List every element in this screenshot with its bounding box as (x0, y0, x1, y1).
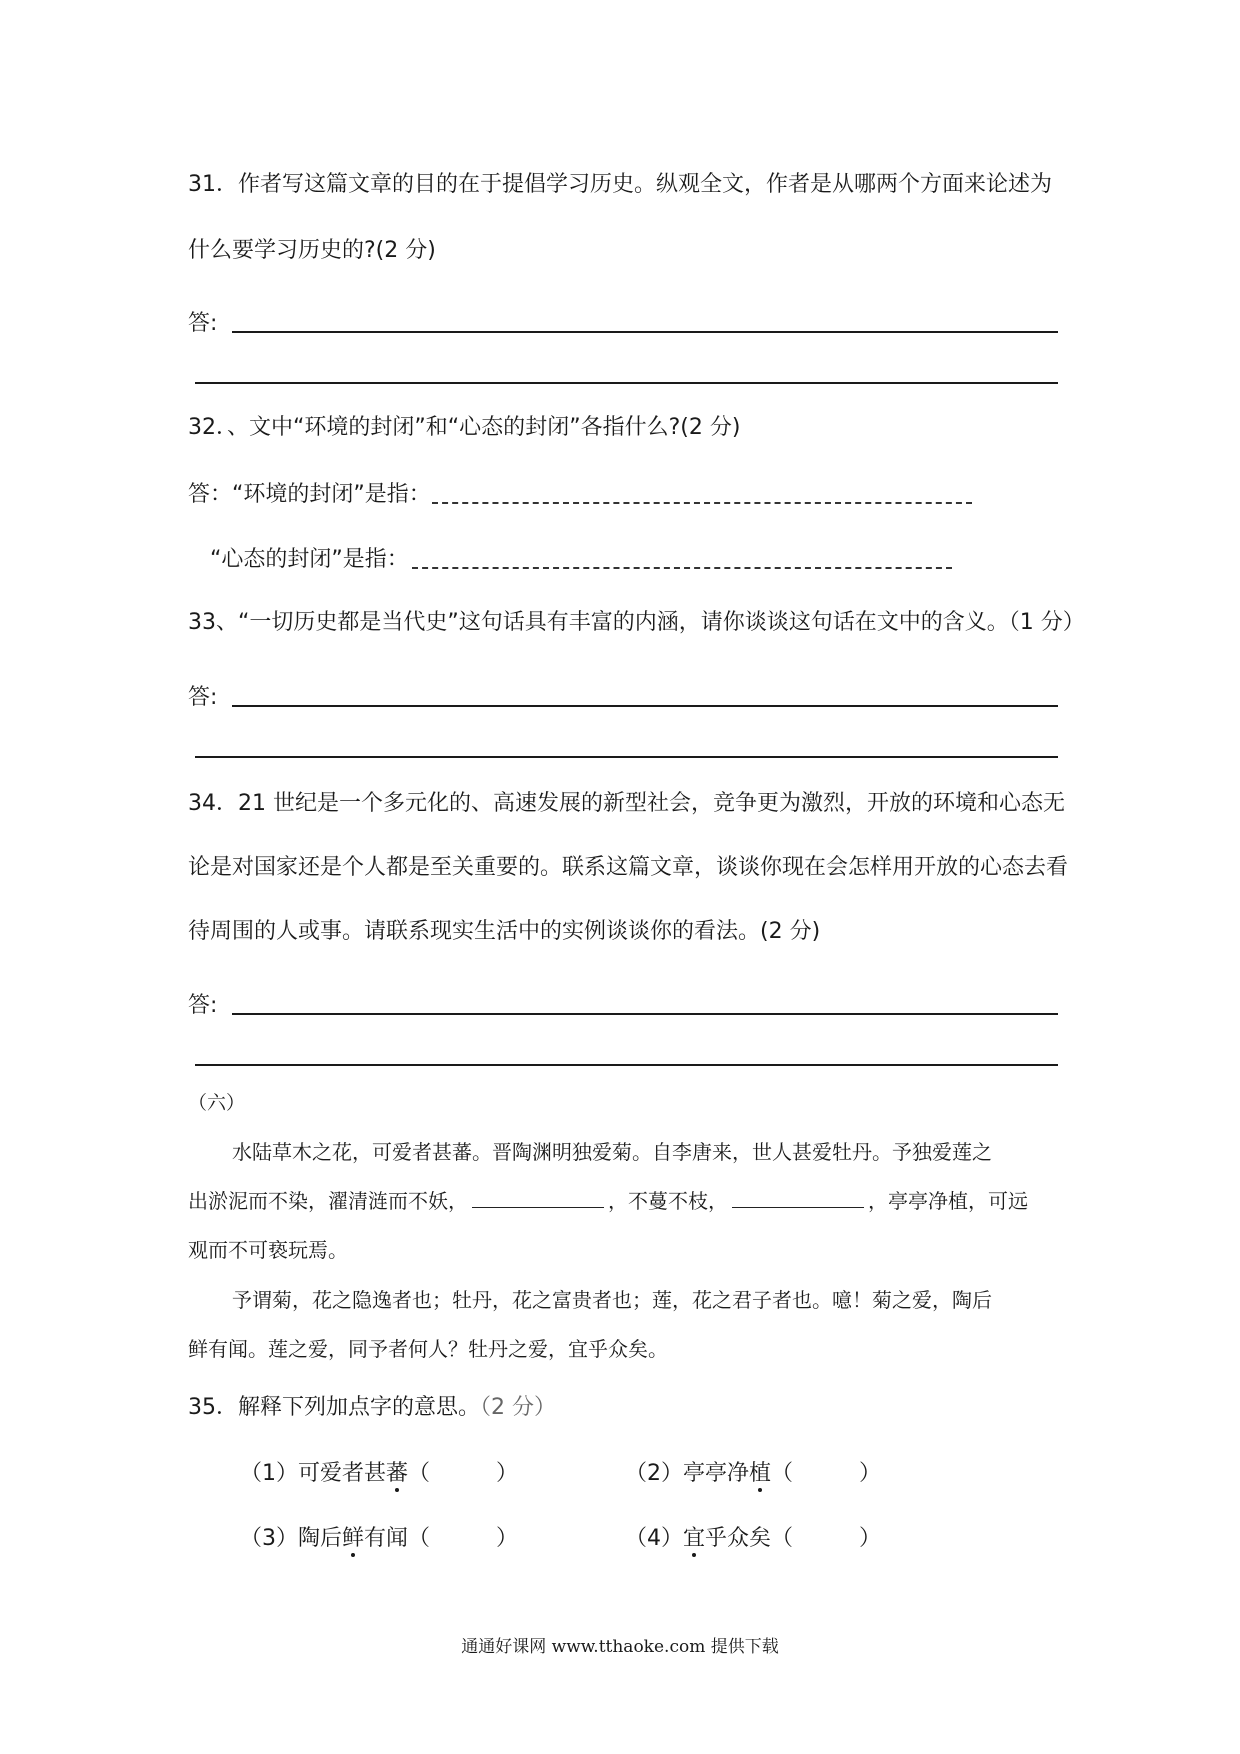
dotted-character: 宜 (683, 1521, 705, 1552)
dotted-character: 植 (749, 1456, 771, 1487)
answer-label: 答: (188, 993, 218, 1018)
passage-para1-line1: 水陆草木之花，可爱者甚蕃。晋陶渊明独爱菊。自李唐来，世人甚爱牡丹。予独爱莲之 (232, 1140, 992, 1164)
fill-blank-1[interactable] (472, 1187, 604, 1208)
section-heading: （六） (188, 1092, 246, 1114)
item-number: （1） (240, 1461, 298, 1486)
answer-paren[interactable]: （ ） (771, 1526, 882, 1551)
passage-text: 出淤泥而不染，濯清涟而不妖， (188, 1189, 468, 1213)
q31-line1: 31．作者写这篇文章的目的在于提倡学习历史。纵观全文，作者是从哪两个方面来论述为 (188, 172, 1052, 197)
q32-row1-label: 答：“环境的封闭”是指： (188, 482, 431, 507)
q32-row1-dashed-line[interactable] (432, 502, 972, 504)
q35-item-1 (240, 1456, 518, 1487)
q35-prompt-text: 35．解释下列加点字的意思。 (188, 1395, 480, 1420)
q35-item-2 (625, 1456, 881, 1487)
q31-line2: 什么要学习历史的?(2 分) (188, 238, 436, 263)
passage-para1-line3: 观而不可亵玩焉。 (188, 1238, 348, 1262)
q35-prompt (188, 1393, 556, 1423)
passage-para2-line2: 鲜有闻。莲之爱，同予者何人？牡丹之爱，宜乎众矣。 (188, 1337, 668, 1361)
q35-points: （2 分） (480, 1395, 556, 1420)
item-text: 陶后 (298, 1526, 343, 1551)
item-number: （2） (625, 1461, 683, 1486)
dotted-character: 鲜 (342, 1521, 364, 1552)
answer-line[interactable] (232, 331, 1058, 333)
q34-answer-line-2[interactable] (195, 1064, 1058, 1066)
passage-text: ，亭亭净植，可远 (868, 1189, 1028, 1213)
item-text: 有闻 (364, 1526, 409, 1551)
passage-text: ，不蔓不枝， (608, 1189, 728, 1213)
q32-prompt: 32．、文中“环境的封闭”和“心态的封闭”各指什么?(2 分) (188, 415, 741, 440)
footer: 通通好课网 www.tthaoke.com 提供下载 (461, 1637, 779, 1657)
answer-paren[interactable]: （ ） (771, 1461, 882, 1486)
q31-answer-line-2[interactable] (195, 382, 1058, 384)
item-text: 亭亭净 (683, 1461, 750, 1486)
answer-label: 答: (188, 685, 218, 710)
q35-item-3 (240, 1521, 518, 1552)
item-text: 乎众矣 (705, 1526, 772, 1551)
q32-row2-dashed-line[interactable] (412, 567, 952, 569)
passage-para1-line2 (188, 1186, 1028, 1216)
answer-line[interactable] (232, 1013, 1058, 1015)
answer-paren[interactable]: （ ） (408, 1461, 519, 1486)
q34-line1: 34．21 世纪是一个多元化的、高速发展的新型社会，竞争更为激烈，开放的环境和心态无 (188, 791, 1065, 816)
q31-answer-row[interactable] (188, 300, 1058, 340)
dotted-character: 蕃 (386, 1456, 408, 1487)
answer-label: 答: (188, 311, 218, 336)
q34-answer-row[interactable] (188, 982, 1058, 1022)
q35-item-4 (625, 1521, 881, 1552)
item-number: （4） (625, 1526, 683, 1551)
q33-answer-row[interactable] (188, 674, 1058, 714)
q33-answer-line-2[interactable] (195, 756, 1058, 758)
passage-para2-line1: 予谓菊，花之隐逸者也；牡丹，花之富贵者也；莲，花之君子者也。噫！菊之爱，陶后 (232, 1288, 992, 1312)
item-text: 可爱者甚 (298, 1461, 387, 1486)
answer-paren[interactable]: （ ） (408, 1526, 519, 1551)
q33-prompt: 33、“一切历史都是当代史”这句话具有丰富的内涵，请你谈谈这句话在文中的含义。（1 分） (188, 610, 1085, 635)
fill-blank-2[interactable] (732, 1187, 864, 1208)
q34-line3: 待周围的人或事。请联系现实生活中的实例谈谈你的看法。(2 分) (188, 919, 821, 944)
answer-line[interactable] (232, 705, 1058, 707)
item-number: （3） (240, 1526, 298, 1551)
q34-line2: 论是对国家还是个人都是至关重要的。联系这篇文章，谈谈你现在会怎样用开放的心态去看 (188, 855, 1069, 880)
q32-row2-label: “心态的封闭”是指： (210, 547, 409, 572)
